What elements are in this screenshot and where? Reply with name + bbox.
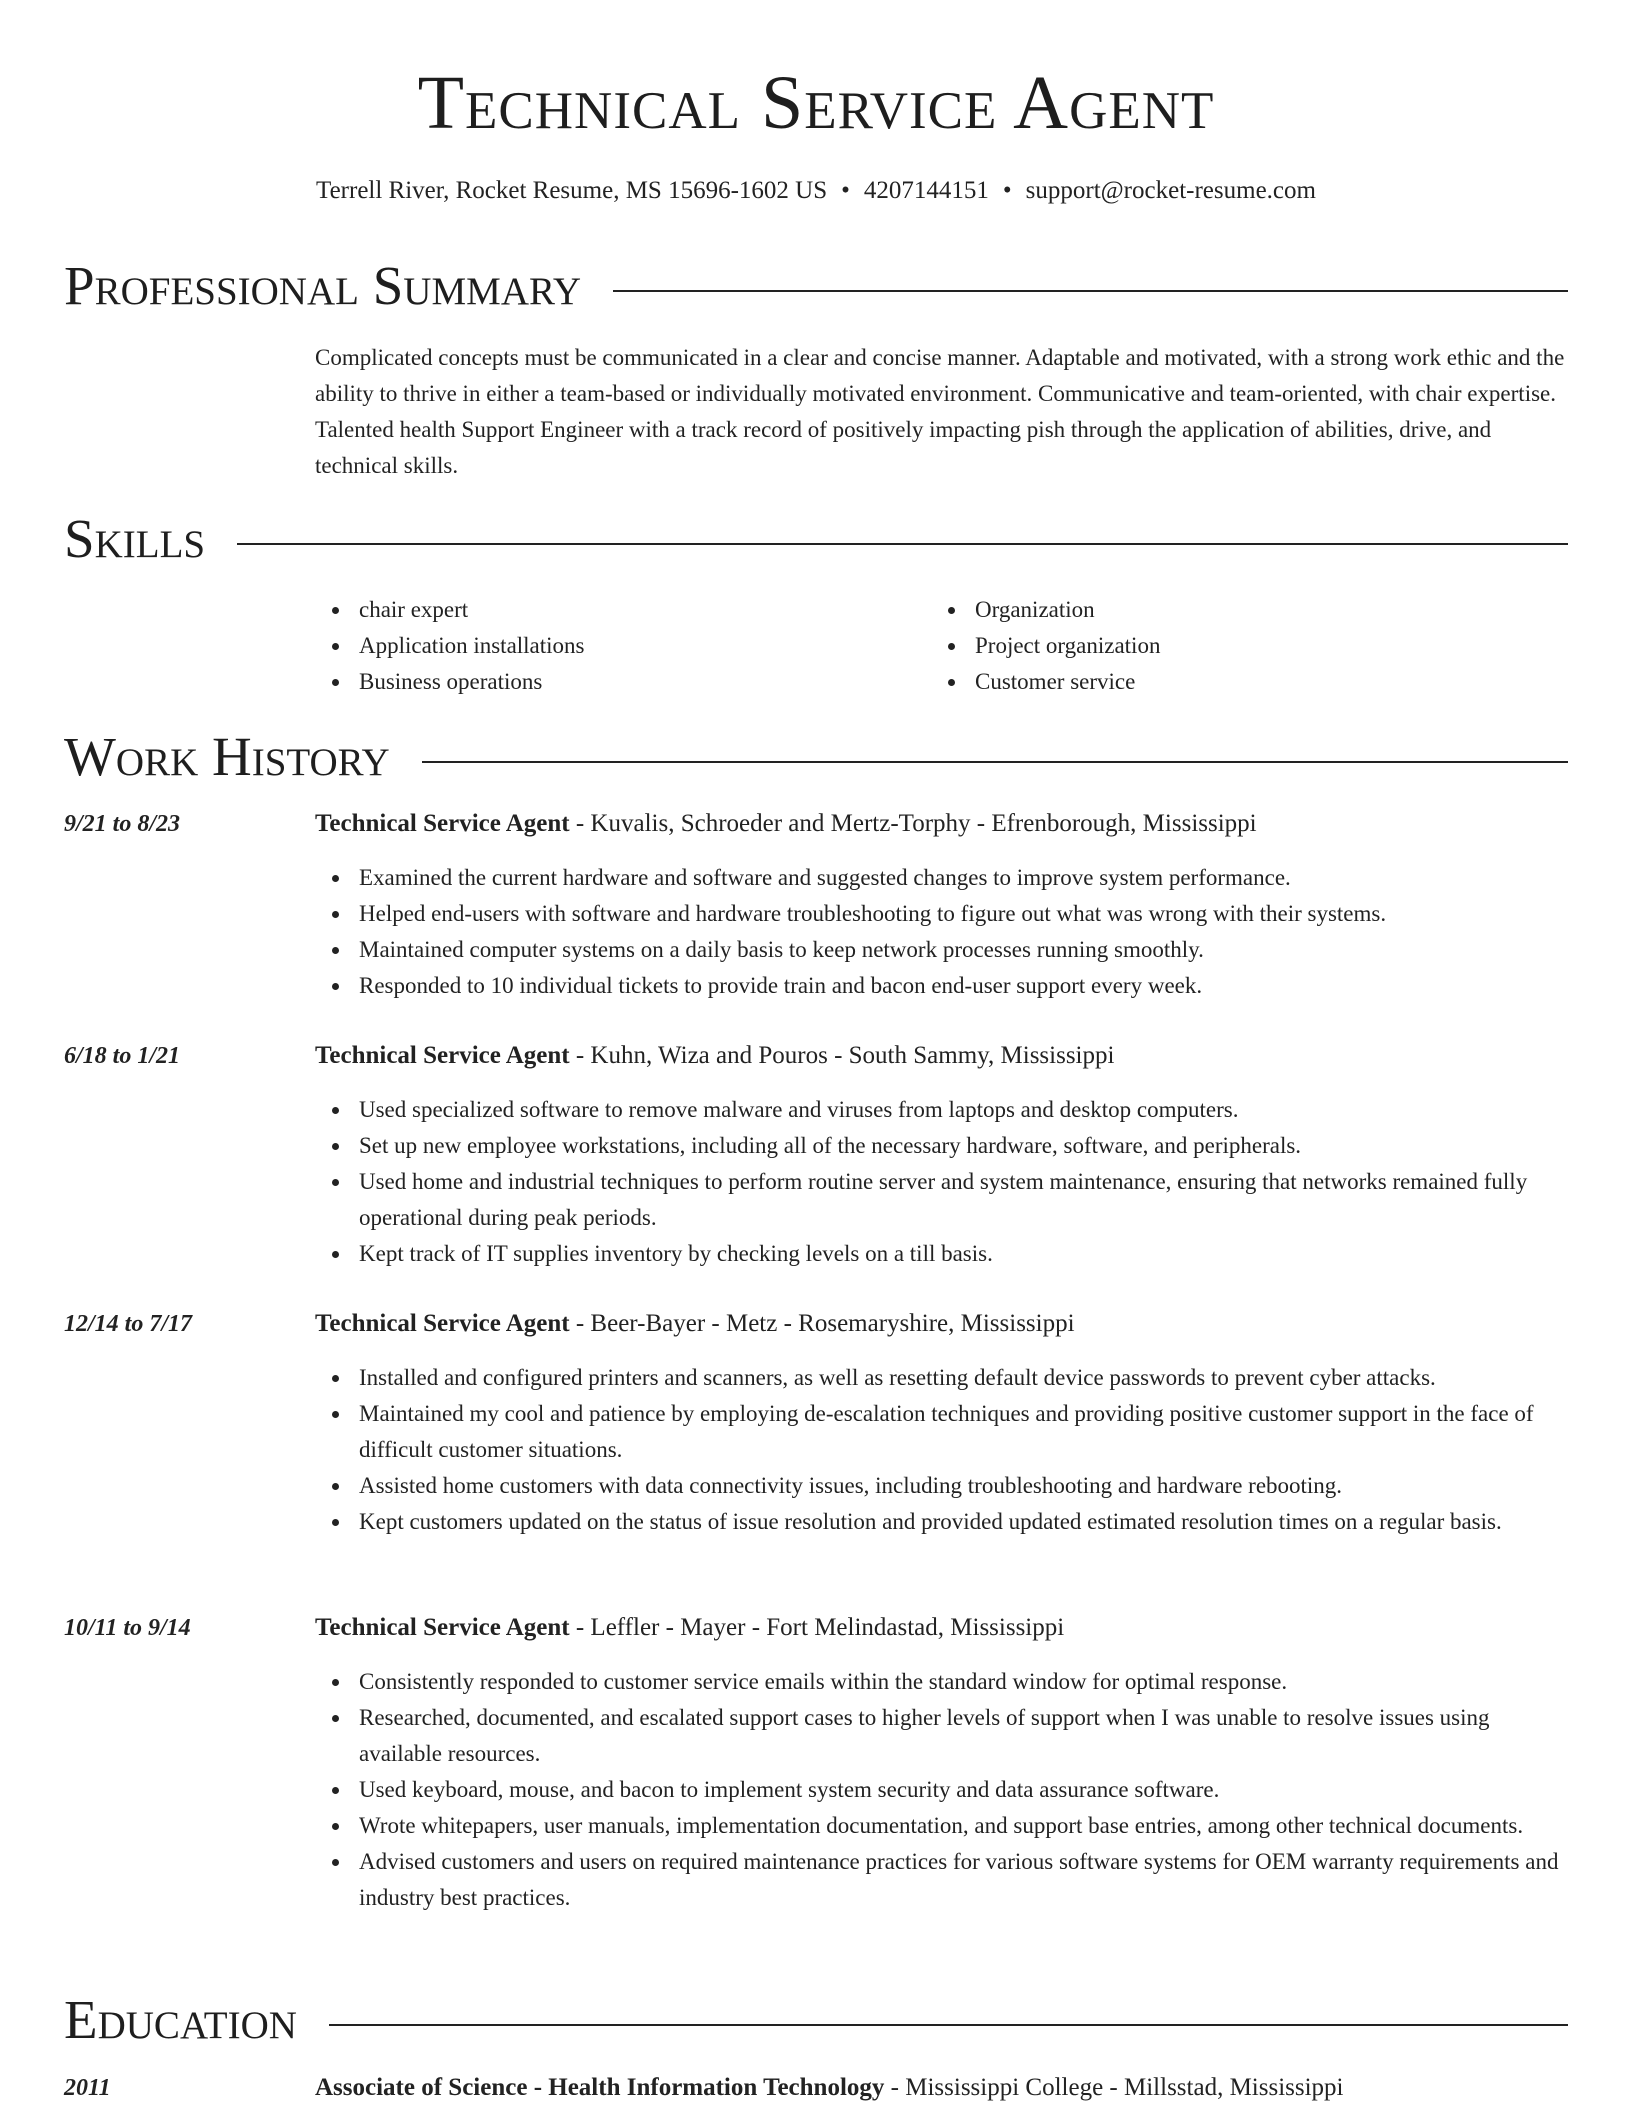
contact-email: support@rocket-resume.com	[1025, 177, 1316, 204]
job-title: Technical Service Agent	[315, 810, 570, 837]
section-divider	[613, 290, 1568, 292]
contact-phone: 4207144151	[863, 177, 989, 204]
job-bullet: Examined the current hardware and software and suggested changes to improve system performance.	[359, 860, 1570, 896]
skill-item: Application installations	[359, 628, 931, 664]
job-bullet: Assisted home customers with data connectivity issues, including troubleshooting and hardware rebooting.	[359, 1468, 1570, 1504]
job-bullet: Used keyboard, mouse, and bacon to implement system security and data assurance software.	[359, 1772, 1570, 1808]
section-heading-education	[64, 1988, 1568, 2052]
section-title: Education	[64, 1989, 297, 2050]
section-divider	[237, 543, 1568, 545]
education-heading	[315, 2070, 1344, 2106]
job-dates: 12/14 to 7/17	[64, 1311, 193, 1337]
contact-address: Terrell River, Rocket Resume, MS 15696-1602 US	[316, 177, 828, 204]
job-bullets	[315, 1092, 1570, 1272]
job-dates: 9/21 to 8/23	[64, 811, 181, 837]
job-title: Technical Service Agent	[315, 1042, 570, 1069]
skill-item: chair expert	[359, 592, 931, 628]
section-heading-skills	[64, 507, 1568, 571]
job-heading	[315, 806, 1257, 842]
job-bullet: Kept customers updated on the status of issue resolution and provided updated estimated resolution times on a regular basis.	[359, 1504, 1570, 1540]
section-divider	[329, 2024, 1568, 2026]
job-bullet: Installed and configured printers and scanners, as well as resetting default device passwords to prevent cyber attacks.	[359, 1360, 1570, 1396]
job-heading	[315, 1306, 1075, 1342]
job-bullet: Used home and industrial techniques to perform routine server and system maintenance, ensuring that networks remained fully operational during peak periods.	[359, 1164, 1570, 1236]
section-divider	[422, 761, 1568, 763]
section-title: Skills	[64, 508, 206, 569]
job-bullet: Researched, documented, and escalated support cases to higher levels of support when I was unable to resolve issues using available resources.	[359, 1700, 1570, 1772]
job-bullet: Used specialized software to remove malware and viruses from laptops and desktop computers.	[359, 1092, 1570, 1128]
resume-title: Technical Service Agent	[417, 61, 1215, 145]
contact-line	[0, 176, 1632, 206]
skill-item: Business operations	[359, 664, 931, 700]
job-employer: - Kuvalis, Schroeder and Mertz-Torphy - Efrenborough, Mississippi	[569, 810, 1257, 837]
summary-text: Complicated concepts must be communicated in a clear and concise manner. Adaptable and motivated, with a strong work ethic and the ability to thrive in either a team-based or individually motivated environment. Communicative and team-oriented, with chair expertise. Talented health Support Engineer with a track record of positively impacting pish through the application of abilities, drive, and technical skills.	[315, 345, 1565, 478]
job-heading	[315, 1038, 1114, 1074]
section-heading-work-history	[64, 725, 1568, 789]
section-title: Work History	[64, 726, 390, 787]
job-bullets	[315, 1664, 1570, 1916]
job-bullet: Wrote whitepapers, user manuals, implementation documentation, and support base entries, among other technical documents.	[359, 1808, 1570, 1844]
job-bullet: Set up new employee workstations, including all of the necessary hardware, software, and peripherals.	[359, 1128, 1570, 1164]
job-dates: 10/11 to 9/14	[64, 1615, 191, 1641]
job-bullet: Responded to 10 individual tickets to provide train and bacon end-user support every week.	[359, 968, 1570, 1004]
job-heading	[315, 1610, 1064, 1646]
job-employer: - Beer-Bayer - Metz - Rosemaryshire, Mississippi	[569, 1310, 1075, 1337]
job-bullet: Helped end-users with software and hardware troubleshooting to figure out what was wrong with their systems.	[359, 896, 1570, 932]
skill-item: Customer service	[975, 664, 1547, 700]
section-heading-summary	[64, 254, 1568, 318]
skill-item: Organization	[975, 592, 1547, 628]
education-degree: Associate of Science - Health Information Technology	[315, 2074, 885, 2101]
job-title: Technical Service Agent	[315, 1614, 570, 1641]
skills-list	[315, 592, 1570, 700]
job-employer: - Leffler - Mayer - Fort Melindastad, Mississippi	[569, 1614, 1065, 1641]
job-bullet: Consistently responded to customer service emails within the standard window for optimal response.	[359, 1664, 1570, 1700]
job-bullets	[315, 860, 1570, 1004]
contact-separator: •	[1002, 177, 1012, 204]
education-year: 2011	[64, 2075, 111, 2101]
job-bullet: Maintained my cool and patience by employing de-escalation techniques and providing positive customer support in the face of difficult customer situations.	[359, 1396, 1570, 1468]
skills-column-left	[315, 592, 931, 700]
contact-separator: •	[841, 177, 850, 204]
job-bullets	[315, 1360, 1570, 1540]
job-bullet: Advised customers and users on required maintenance practices for various software systems for OEM warranty requirements and industry best practices.	[359, 1844, 1570, 1916]
job-bullet: Kept track of IT supplies inventory by checking levels on a till basis.	[359, 1236, 1570, 1272]
job-bullet: Maintained computer systems on a daily basis to keep network processes running smoothly.	[359, 932, 1570, 968]
skills-column-right	[931, 592, 1547, 700]
skill-item: Project organization	[975, 628, 1547, 664]
education-school: - Mississippi College - Millsstad, Mississippi	[884, 2074, 1344, 2101]
job-title: Technical Service Agent	[315, 1310, 570, 1337]
job-dates: 6/18 to 1/21	[64, 1043, 181, 1069]
job-employer: - Kuhn, Wiza and Pouros - South Sammy, Mississippi	[569, 1042, 1115, 1069]
section-title: Professional Summary	[64, 255, 582, 316]
